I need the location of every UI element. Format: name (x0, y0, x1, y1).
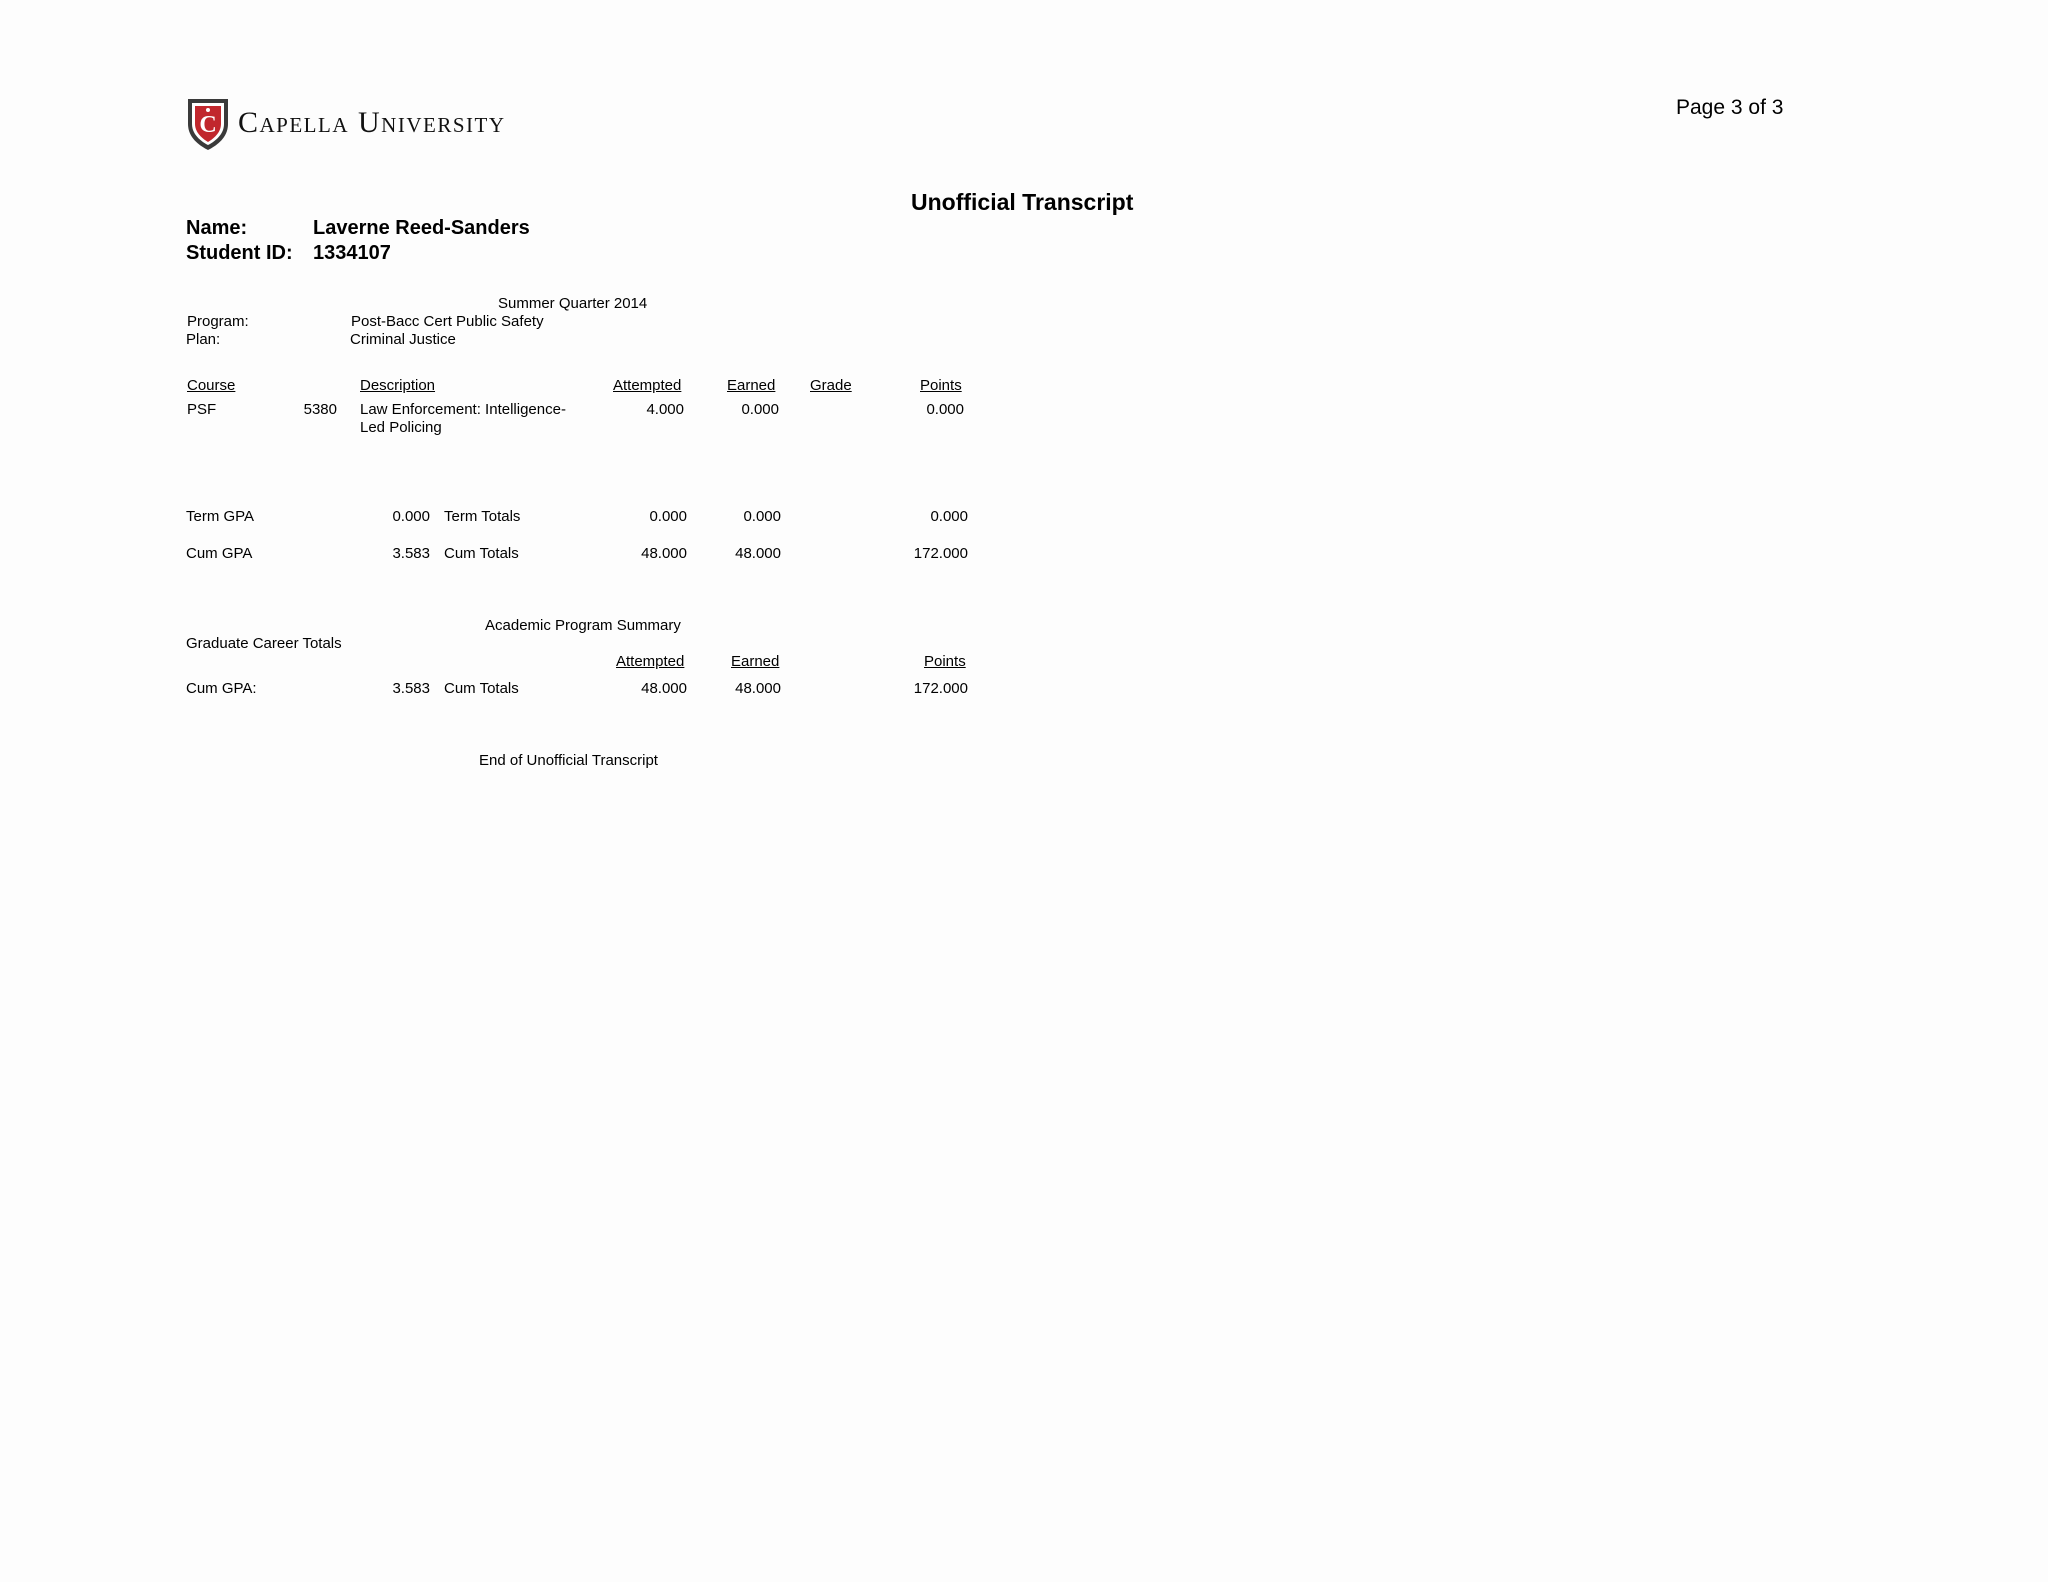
summary-heading: Academic Program Summary (485, 617, 681, 634)
cum-gpa-value: 3.583 (392, 545, 430, 562)
summary-header-points: Points (924, 653, 966, 670)
header-earned: Earned (727, 377, 776, 394)
course-subject: PSF (187, 401, 217, 418)
course-earned: 0.000 (741, 401, 779, 418)
course-attempted: 4.000 (646, 401, 684, 418)
term-points: 0.000 (930, 508, 968, 525)
summary-header-earned: Earned (731, 653, 780, 670)
cum-attempted: 48.000 (641, 545, 687, 562)
summary-earned: 48.000 (735, 680, 781, 697)
term-earned: 0.000 (743, 508, 781, 525)
cum-totals-label: Cum Totals (444, 545, 519, 562)
cum-gpa-label: Cum GPA (186, 545, 253, 562)
student-id-value: 1334107 (313, 242, 391, 264)
header-points: Points (920, 377, 962, 394)
course-number: 5380 (303, 401, 337, 418)
svg-text:C: C (199, 112, 217, 138)
header-description: Description (360, 377, 436, 394)
summary-cum-totals-label: Cum Totals (444, 680, 519, 697)
plan-value: Criminal Justice (350, 331, 456, 348)
student-id-label: Student ID: (186, 242, 293, 264)
term-heading: Summer Quarter 2014 (498, 295, 648, 312)
course-points: 0.000 (926, 401, 964, 418)
summary-attempted: 48.000 (641, 680, 687, 697)
summary-points: 172.000 (913, 680, 968, 697)
name-label: Name: (186, 217, 248, 239)
cum-earned: 48.000 (735, 545, 781, 562)
name-value: Laverne Reed-Sanders (313, 217, 530, 239)
summary-header-attempted: Attempted (616, 653, 685, 670)
term-totals-label: Term Totals (444, 508, 521, 525)
page-number: Page 3 of 3 (1676, 96, 1784, 119)
summary-cum-gpa-value: 3.583 (392, 680, 430, 697)
term-attempted: 0.000 (649, 508, 687, 525)
term-gpa-value: 0.000 (392, 508, 430, 525)
term-gpa-label: Term GPA (186, 508, 255, 525)
summary-cum-gpa-label: Cum GPA: (186, 680, 257, 697)
header-course: Course (187, 377, 236, 394)
cum-points: 172.000 (913, 545, 968, 562)
end-of-transcript: End of Unofficial Transcript (479, 752, 658, 769)
document-title: Unofficial Transcript (911, 189, 1134, 215)
graduate-career-label: Graduate Career Totals (186, 635, 342, 652)
header-attempted: Attempted (613, 377, 682, 394)
program-label: Program: (187, 313, 249, 330)
course-description: Law Enforcement: Intelligence-Led Policing (360, 401, 566, 436)
university-name: Capella University (238, 106, 506, 139)
capella-shield-logo-icon (186, 96, 230, 152)
plan-label: Plan: (186, 331, 221, 348)
program-value: Post-Bacc Cert Public Safety (351, 313, 544, 330)
header-grade: Grade (810, 377, 852, 394)
